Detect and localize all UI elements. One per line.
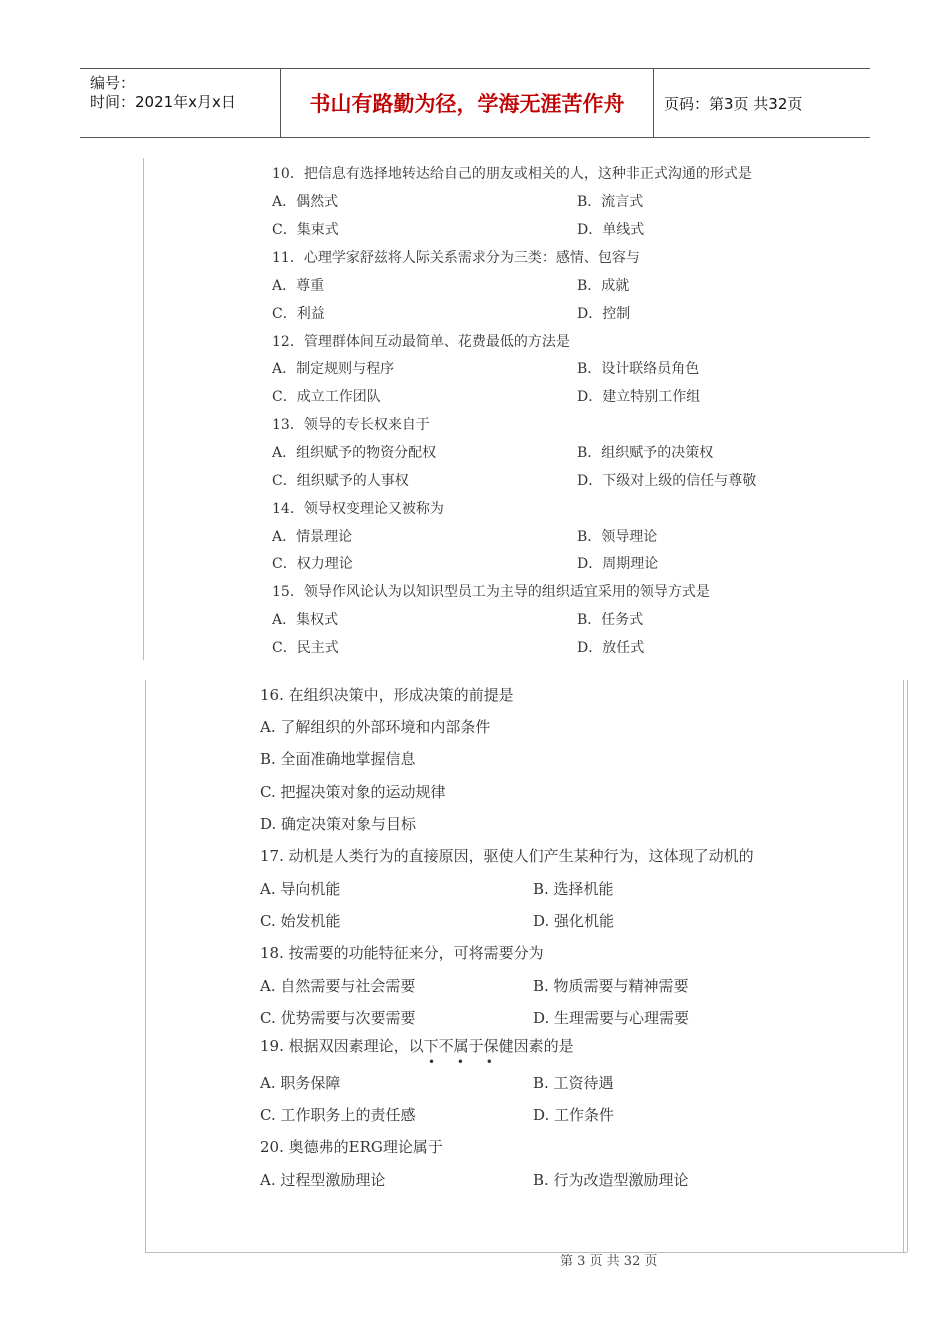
page-footer: 第 3 页 共 32 页 (560, 1254, 658, 1269)
header-info-cell (80, 69, 281, 137)
option-b: B. 全面准确地掌握信息 (260, 750, 416, 768)
option-c: C．权力理论 (272, 556, 353, 572)
option-d: D．控制 (577, 306, 631, 322)
question-stem: 12．管理群体间互动最简单、花费最低的方法是 (272, 334, 570, 350)
option-a: A．组织赋予的物资分配权 (272, 445, 437, 461)
option-d: D. 确定决策对象与目标 (260, 815, 417, 833)
frame-line-right-bottom (903, 680, 904, 1252)
question-stem: 18. 按需要的功能特征来分，可将需要分为 (260, 944, 544, 962)
question-stem: 15．领导作风论认为以知识型员工为主导的组织适宜采用的领导方式是 (272, 584, 710, 600)
question-stem: 16. 在组织决策中，形成决策的前提是 (260, 686, 514, 704)
option-a: A．制定规则与程序 (272, 361, 395, 377)
page-header (80, 68, 870, 138)
question-stem: 13．领导的专长权来自于 (272, 417, 430, 433)
option-d: D. 生理需要与心理需要 (533, 1009, 690, 1027)
time-label: 时间：2021年x月x日 (90, 93, 236, 111)
option-c: C．利益 (272, 306, 325, 322)
option-d: D. 工作条件 (533, 1106, 615, 1124)
option-b: B. 行为改造型激励理论 (533, 1171, 689, 1189)
option-a: A. 导向机能 (260, 880, 341, 898)
option-c: C. 把握决策对象的运动规律 (260, 783, 446, 801)
question-stem: 17. 动机是人类行为的直接原因，驱使人们产生某种行为，这体现了动机的 (260, 847, 754, 865)
frame-line-bottom (145, 1252, 907, 1253)
option-a: A. 自然需要与社会需要 (260, 977, 416, 995)
option-d: D．周期理论 (577, 556, 659, 572)
option-b: B．成就 (577, 278, 630, 294)
option-c: C．集束式 (272, 222, 339, 238)
option-b: B．任务式 (577, 612, 644, 628)
question-stem: 14．领导权变理论又被称为 (272, 501, 444, 517)
option-a: A．尊重 (272, 278, 325, 294)
option-a: A. 职务保障 (260, 1074, 341, 1092)
option-b: B．设计联络员角色 (577, 361, 700, 377)
option-d: D．下级对上级的信任与尊敬 (577, 473, 757, 489)
option-a: A．偶然式 (272, 194, 339, 210)
option-d: D. 强化机能 (533, 912, 615, 930)
question-stem: 11．心理学家舒兹将人际关系需求分为三类：感情、包容与 (272, 250, 640, 266)
option-d: D．建立特别工作组 (577, 389, 701, 405)
option-c: C. 优势需要与次要需要 (260, 1009, 416, 1027)
option-b: B. 工资待遇 (533, 1074, 614, 1092)
frame-line-left-top (143, 158, 144, 660)
header-motto: 书山有路勤为径，学海无涯苦作舟 (281, 69, 654, 137)
option-b: B. 选择机能 (533, 880, 614, 898)
option-a: A. 了解组织的外部环境和内部条件 (260, 718, 491, 736)
question-stem: 19. 根据双因素理论，以下不属于保健因素的是 (260, 1037, 574, 1055)
emphasis-dots: • • • (428, 1055, 502, 1069)
frame-line-right-bottom-2 (907, 680, 908, 1252)
question-stem: 20. 奥德弗的ERG理论属于 (260, 1138, 443, 1156)
option-a: A．集权式 (272, 612, 339, 628)
option-a: A．情景理论 (272, 529, 353, 545)
number-label: 编号： (90, 74, 136, 92)
option-d: D．放任式 (577, 640, 645, 656)
option-c: C．组织赋予的人事权 (272, 473, 409, 489)
option-c: C．民主式 (272, 640, 339, 656)
option-b: B．领导理论 (577, 529, 658, 545)
header-page-info (664, 69, 870, 137)
option-b: B．组织赋予的决策权 (577, 445, 714, 461)
option-c: C. 工作职务上的责任感 (260, 1106, 416, 1124)
question-stem: 10．把信息有选择地转达给自己的朋友或相关的人，这种非正式沟通的形式是 (272, 166, 752, 182)
option-d: D．单线式 (577, 222, 645, 238)
page-info-text: 页码：第3页 共32页 (664, 94, 803, 113)
option-c: C. 始发机能 (260, 912, 341, 930)
frame-line-left-bottom (145, 680, 146, 1252)
option-c: C．成立工作团队 (272, 389, 381, 405)
option-a: A. 过程型激励理论 (260, 1171, 386, 1189)
option-b: B. 物质需要与精神需要 (533, 977, 689, 995)
option-b: B．流言式 (577, 194, 644, 210)
